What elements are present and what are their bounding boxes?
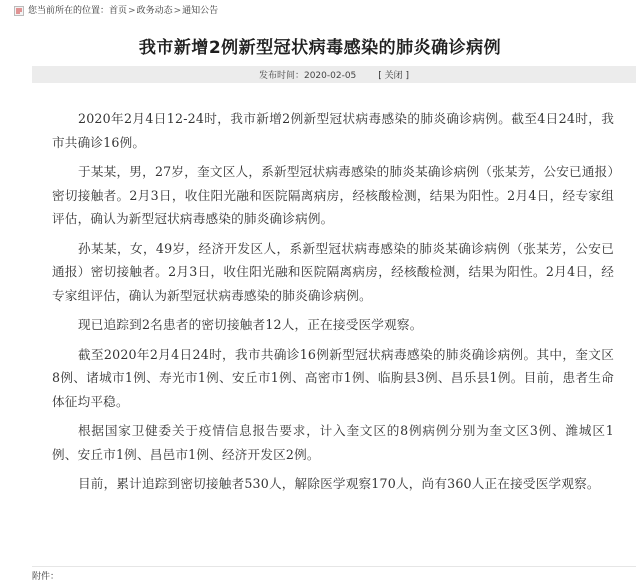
breadcrumb-notices[interactable]: 通知公告	[182, 6, 219, 16]
breadcrumb-news[interactable]: 政务动态	[136, 6, 173, 16]
close-link[interactable]: [ 关闭 ]	[378, 71, 410, 81]
breadcrumb-prefix: 您当前所在的位置：	[28, 6, 110, 16]
divider	[32, 566, 636, 567]
article-meta-bar	[32, 66, 636, 83]
publish-date-value: 2020-02-05	[303, 71, 357, 81]
breadcrumb-separator: >	[128, 6, 136, 16]
paragraph: 孙某某，女，49岁，经济开发区人，系新型冠状病毒感染的肺炎某确诊病例（张某芳，公安已通报）密切接触者。2月3日，收住阳光融和医院隔离病房，经核酸检测，结果为阳性。2月4日，经专家组评估，确认为新型冠状病毒感染的肺炎确诊病例。	[52, 240, 614, 303]
paragraph: 于某某，男，27岁，奎文区人，系新型冠状病毒感染的肺炎某确诊病例（张某芳，公安已通报）密切接触者。2月3日，收住阳光融和医院隔离病房，经核酸检测，结果为阳性。2月4日，经专家组评估，确认为新型冠状病毒感染的肺炎确诊病例。	[52, 164, 614, 226]
breadcrumb	[14, 5, 218, 17]
breadcrumb-home[interactable]: 首页	[109, 6, 128, 16]
location-icon	[14, 6, 24, 16]
paragraph: 根据国家卫健委关于疫情信息报告要求，计入奎文区的8例病例分别为奎文区3例、潍城区1例、安丘市1例、昌邑市1例、经济开发区2例。	[52, 423, 614, 462]
attachment-label: 附件：	[32, 572, 60, 582]
paragraph: 目前，累计追踪到密切接触者530人，解除医学观察170人，尚有360人正在接受医学观察。	[78, 476, 600, 491]
paragraph: 截至2020年2月4日24时，我市共确诊16例新型冠状病毒感染的肺炎确诊病例。其中，奎文区8例、诸城市1例、寿光市1例、安丘市1例、高密市1例、临朐县3例、昌乐县1例。目前，患者生命体征均平稳。	[52, 346, 614, 409]
publish-label: 发布时间：	[258, 71, 304, 81]
article-body	[52, 107, 614, 502]
publish-date	[259, 68, 356, 81]
paragraph: 2020年2月4日12-24时，我市新增2例新型冠状病毒感染的肺炎确诊病例。截至4日24时，我市共确诊16例。	[52, 111, 614, 150]
breadcrumb-separator: >	[173, 6, 182, 16]
paragraph: 现已追踪到2名患者的密切接触者12人，正在接受医学观察。	[78, 317, 423, 332]
article-title: 我市新增2例新型冠状病毒感染的肺炎确诊病例	[138, 38, 502, 58]
